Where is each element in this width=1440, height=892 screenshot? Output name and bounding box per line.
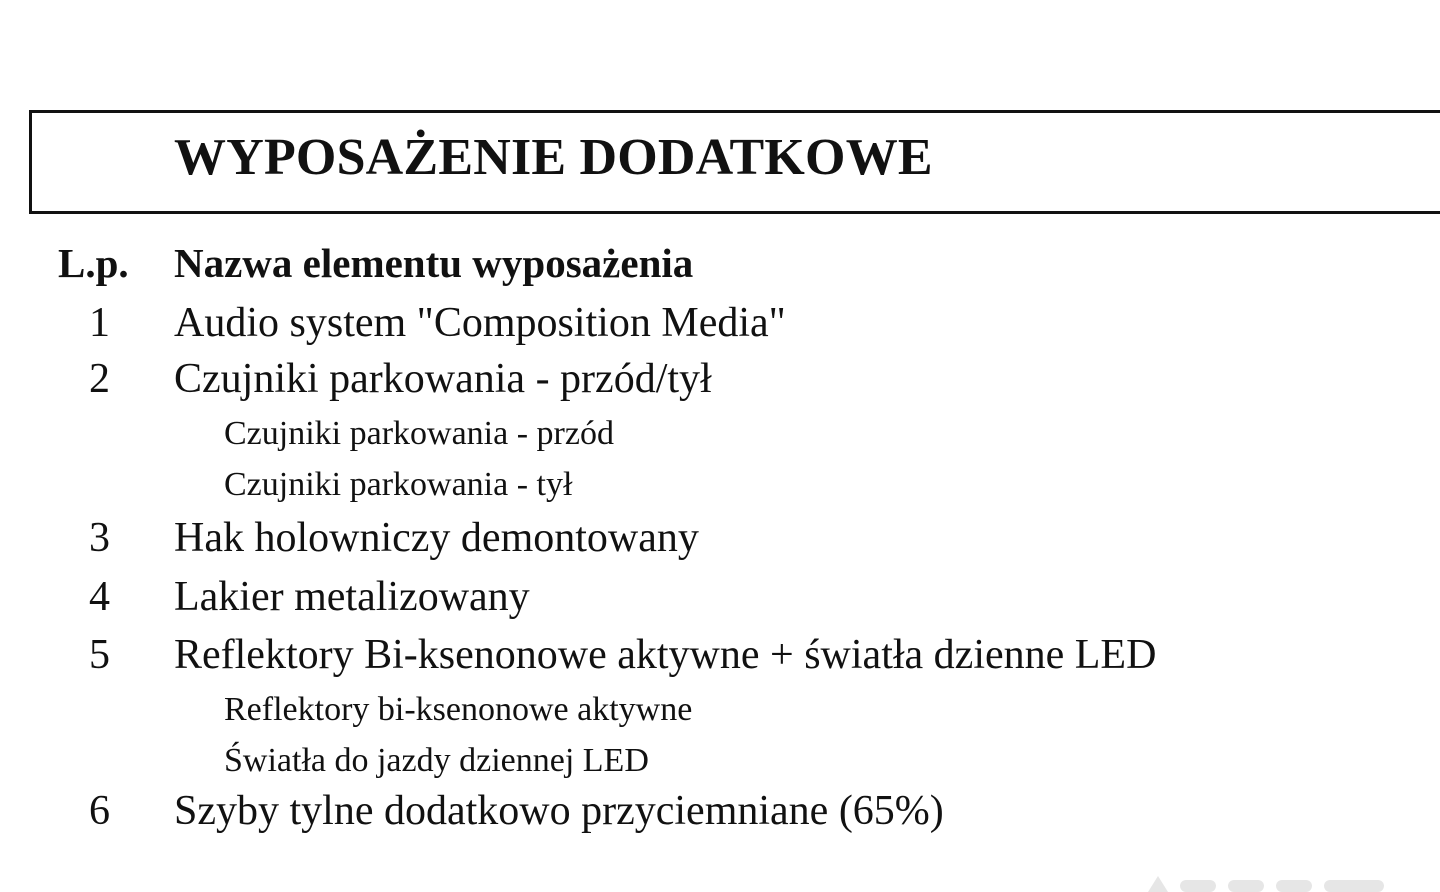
equipment-item: Lakier metalizowany: [174, 574, 530, 620]
equipment-item: Czujniki parkowania - przód/tył: [174, 356, 712, 402]
item-number: 5: [89, 632, 110, 678]
document-title: WYPOSAŻENIE DODATKOWE: [174, 129, 933, 186]
item-number: 4: [89, 574, 110, 620]
column-header-name: Nazwa elementu wyposażenia: [174, 240, 694, 286]
equipment-item: Szyby tylne dodatkowo przyciemniane (65%): [174, 788, 944, 834]
equipment-item: Reflektory Bi-ksenonowe aktywne + światła dzienne LED: [174, 632, 1157, 678]
equipment-subitem: Czujniki parkowania - tył: [224, 466, 573, 503]
item-number: 3: [89, 515, 110, 561]
item-number: 6: [89, 788, 110, 834]
equipment-item: Audio system "Composition Media": [174, 300, 786, 346]
item-number: 1: [89, 300, 110, 346]
equipment-subitem: Czujniki parkowania - przód: [224, 415, 614, 452]
equipment-subitem: Reflektory bi-ksenonowe aktywne: [224, 691, 693, 728]
equipment-subitem: Światła do jazdy dziennej LED: [224, 742, 649, 779]
equipment-item: Hak holowniczy demontowany: [174, 515, 699, 561]
column-header-number: L.p.: [58, 240, 129, 286]
watermark-graphic: [1140, 872, 1400, 892]
item-number: 2: [89, 356, 110, 402]
